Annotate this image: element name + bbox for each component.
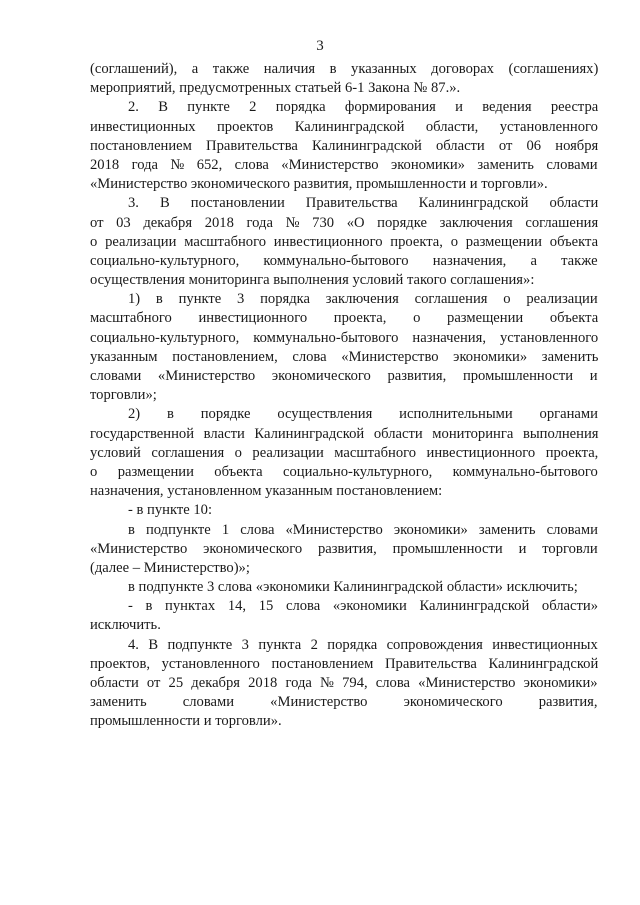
text-line: области от 25 декабря 2018 года № 794, слова «Министерство экономики» (90, 675, 598, 691)
text-line: заменить словами «Министерство экономического развития, (90, 694, 598, 711)
text-line: словами «Министерство экономического развития, промышленности и (90, 368, 598, 384)
text-line: от 03 декабря 2018 года № 730 «О порядке заключения соглашения (90, 214, 599, 231)
text-line: «Министерство экономического развития, промышленности и торговли (90, 540, 598, 557)
text-line: торговли»; (90, 387, 157, 404)
text-line: социально-культурного, коммунально-бытового назначения, а также (90, 252, 598, 269)
text-line: 2) в порядке осуществления исполнительными органами (128, 406, 598, 423)
text-line: указанным постановлением, слова «Министерство экономики» заменить (90, 348, 599, 365)
text-line: постановлением Правительства Калининградской области от 06 ноября (90, 137, 599, 154)
document-body (90, 60, 598, 732)
page-number: 3 (316, 38, 324, 54)
text-line: мероприятий, предусмотренных статьей 6-1 Закона № 87.». (90, 80, 461, 97)
text-line: в подпункте 1 слова «Министерство экономики» заменить словами (128, 521, 598, 538)
text-line: (соглашений), а также наличия в указанных договорах (соглашениях) (90, 61, 599, 77)
text-line: инвестиционных проектов Калининградской области, установленного (90, 118, 598, 135)
text-line: условий соглашения о реализации масштабного инвестиционного проекта, (90, 444, 599, 461)
text-line: - в пункте 10: (128, 502, 213, 519)
text-line: в подпункте 3 слова «экономики Калининградской области» исключить; (128, 579, 578, 596)
text-line: «Министерство экономического развития, промышленности и торговли». (90, 176, 548, 193)
text-line: о реализации масштабного инвестиционного проекта, о размещении объекта (90, 233, 599, 250)
text-line: 2018 года № 652, слова «Министерство экономики» заменить словами (90, 156, 598, 173)
text-line: масштабного инвестиционного проекта, о размещении объекта (90, 310, 599, 327)
text-line: - в пунктах 14, 15 слова «экономики Калининградской области» (128, 598, 598, 615)
text-line: проектов, установленного постановлением Правительства Калининградской (90, 655, 599, 672)
text-line: (далее – Министерство)»; (90, 559, 250, 576)
text-line: промышленности и торговли». (90, 713, 282, 730)
text-line: 2. В пункте 2 порядка формирования и ведения реестра (128, 99, 599, 116)
text-line: исключить. (90, 617, 161, 634)
text-line: 4. В подпункте 3 пункта 2 порядка сопровождения инвестиционных (128, 636, 598, 653)
text-line: о размещении объекта социально-культурного, коммунально-бытового (90, 463, 598, 480)
text-line: социально-культурного, коммунально-бытового назначения, установленного (90, 329, 599, 346)
text-line: государственной власти Калининградской области мониторинга выполнения (90, 425, 599, 442)
text-line: 1) в пункте 3 порядка заключения соглашения о реализации (128, 291, 598, 308)
text-line: 3. В постановлении Правительства Калининградской области (128, 195, 599, 212)
text-line: назначения, установленном указанным постановлением: (90, 483, 443, 500)
text-line: осуществления мониторинга выполнения условий такого соглашения»: (90, 272, 535, 289)
